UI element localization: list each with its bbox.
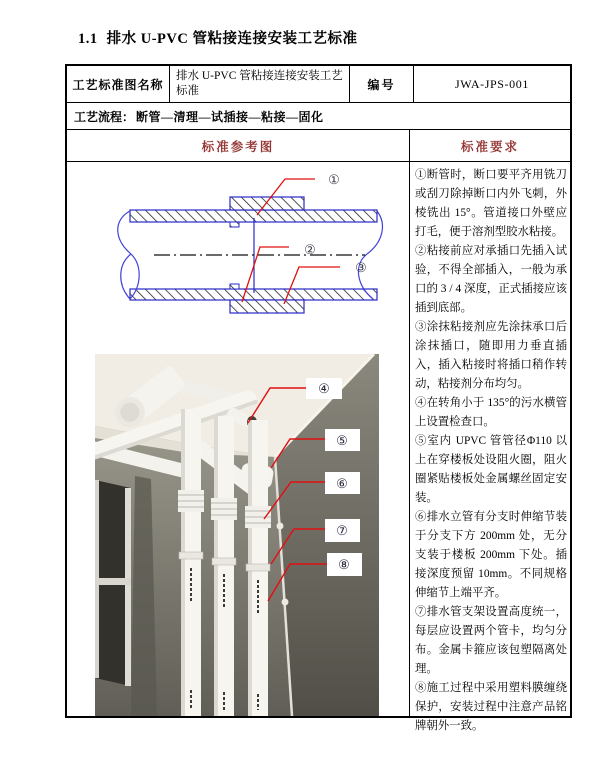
callout-3: ③ bbox=[355, 260, 367, 275]
window bbox=[95, 480, 131, 686]
callout-2: ② bbox=[304, 242, 316, 257]
callout-5: ⑤ bbox=[336, 433, 348, 448]
reference-header: 标准参考图 bbox=[67, 130, 410, 161]
standard-table bbox=[65, 64, 572, 732]
site-photo bbox=[95, 354, 379, 716]
reference-figure-cell bbox=[67, 162, 410, 718]
callout-8: ⑧ bbox=[338, 557, 350, 572]
pipe-joint-diagram bbox=[67, 162, 410, 354]
requirement-item: ④在转角小于 135°的污水横管上设置检查口。 bbox=[415, 397, 567, 428]
table-row-content bbox=[67, 162, 570, 732]
requirements-cell bbox=[410, 162, 570, 732]
vertical-pipe-2 bbox=[211, 416, 237, 716]
callout-1: ① bbox=[328, 172, 340, 187]
callout-4: ④ bbox=[318, 381, 330, 396]
requirement-item: ③涂抹粘接剂应先涂抹承口后涂抹插口，随即用力垂直插入，插入粘接时将插口稍作转动，粘接剂分布均匀。 bbox=[415, 321, 567, 390]
requirement-item: ①断管时，断口要平齐用铣刀或刮刀除掉断口内外飞刺，外棱铣出 15°。管道接口外壁应打毛，便于溶剂型胶水粘接。 bbox=[415, 169, 567, 238]
requirement-item: ⑧施工过程中采用塑料膜缠绕保护，安装过程中注意产品铭牌朝外一致。 bbox=[415, 682, 567, 732]
name-value-cell: 排水 U-PVC 管粘接连接安装工艺标准 bbox=[170, 66, 350, 102]
code-value-cell: JWA-JPS-001 bbox=[455, 76, 529, 91]
callout-6: ⑥ bbox=[336, 476, 348, 491]
code-label-cell: 编号 bbox=[350, 66, 414, 102]
requirement-item: ⑤室内 UPVC 管管径Φ110 以上在穿楼板处设阻火圈，阻火圈紧贴楼板处金属螺丝固定安装。 bbox=[415, 435, 567, 504]
pipe-clamp bbox=[212, 558, 236, 565]
vertical-pipe-3 bbox=[245, 420, 271, 716]
table-row-headers bbox=[67, 130, 570, 162]
flow-value: 断管—清理—试插接—粘接—固化 bbox=[136, 109, 324, 124]
vertical-pipe-1 bbox=[178, 409, 204, 716]
table-row-name bbox=[67, 66, 570, 103]
page-title bbox=[78, 27, 357, 48]
requirement-header: 标准要求 bbox=[460, 139, 519, 154]
section-number: 1.1 bbox=[78, 31, 98, 47]
pipe-clamp bbox=[246, 564, 270, 571]
name-label-cell: 工艺标准图名称 bbox=[67, 66, 170, 102]
flow-label: 工艺流程： bbox=[74, 109, 135, 124]
diagram-callouts bbox=[304, 172, 367, 275]
table-row-flow bbox=[67, 103, 570, 130]
vertical-pipes bbox=[178, 409, 271, 716]
callout-7: ⑦ bbox=[336, 523, 348, 538]
requirement-item: ⑥排水立管有分支时伸缩节装于分支下方 200mm 处，无分支装于楼板 200mm 下处。插接深度预留 10mm。不同规格伸缩节上端平齐。 bbox=[415, 511, 567, 599]
pipe-clamp bbox=[179, 552, 203, 559]
requirement-item: ⑦排水管支架设置高度统一，每层应设置两个管卡，均匀分布。金属卡箍应该包塑隔离处理。 bbox=[415, 606, 567, 675]
requirement-item: ②粘接前应对承插口先插入试验，不得全部插入，一般为承口的 3 / 4 深度，正式插接应该插到底部。 bbox=[415, 245, 567, 314]
section-title-text: 排水 U-PVC 管粘接连接安装工艺标准 bbox=[106, 31, 358, 47]
